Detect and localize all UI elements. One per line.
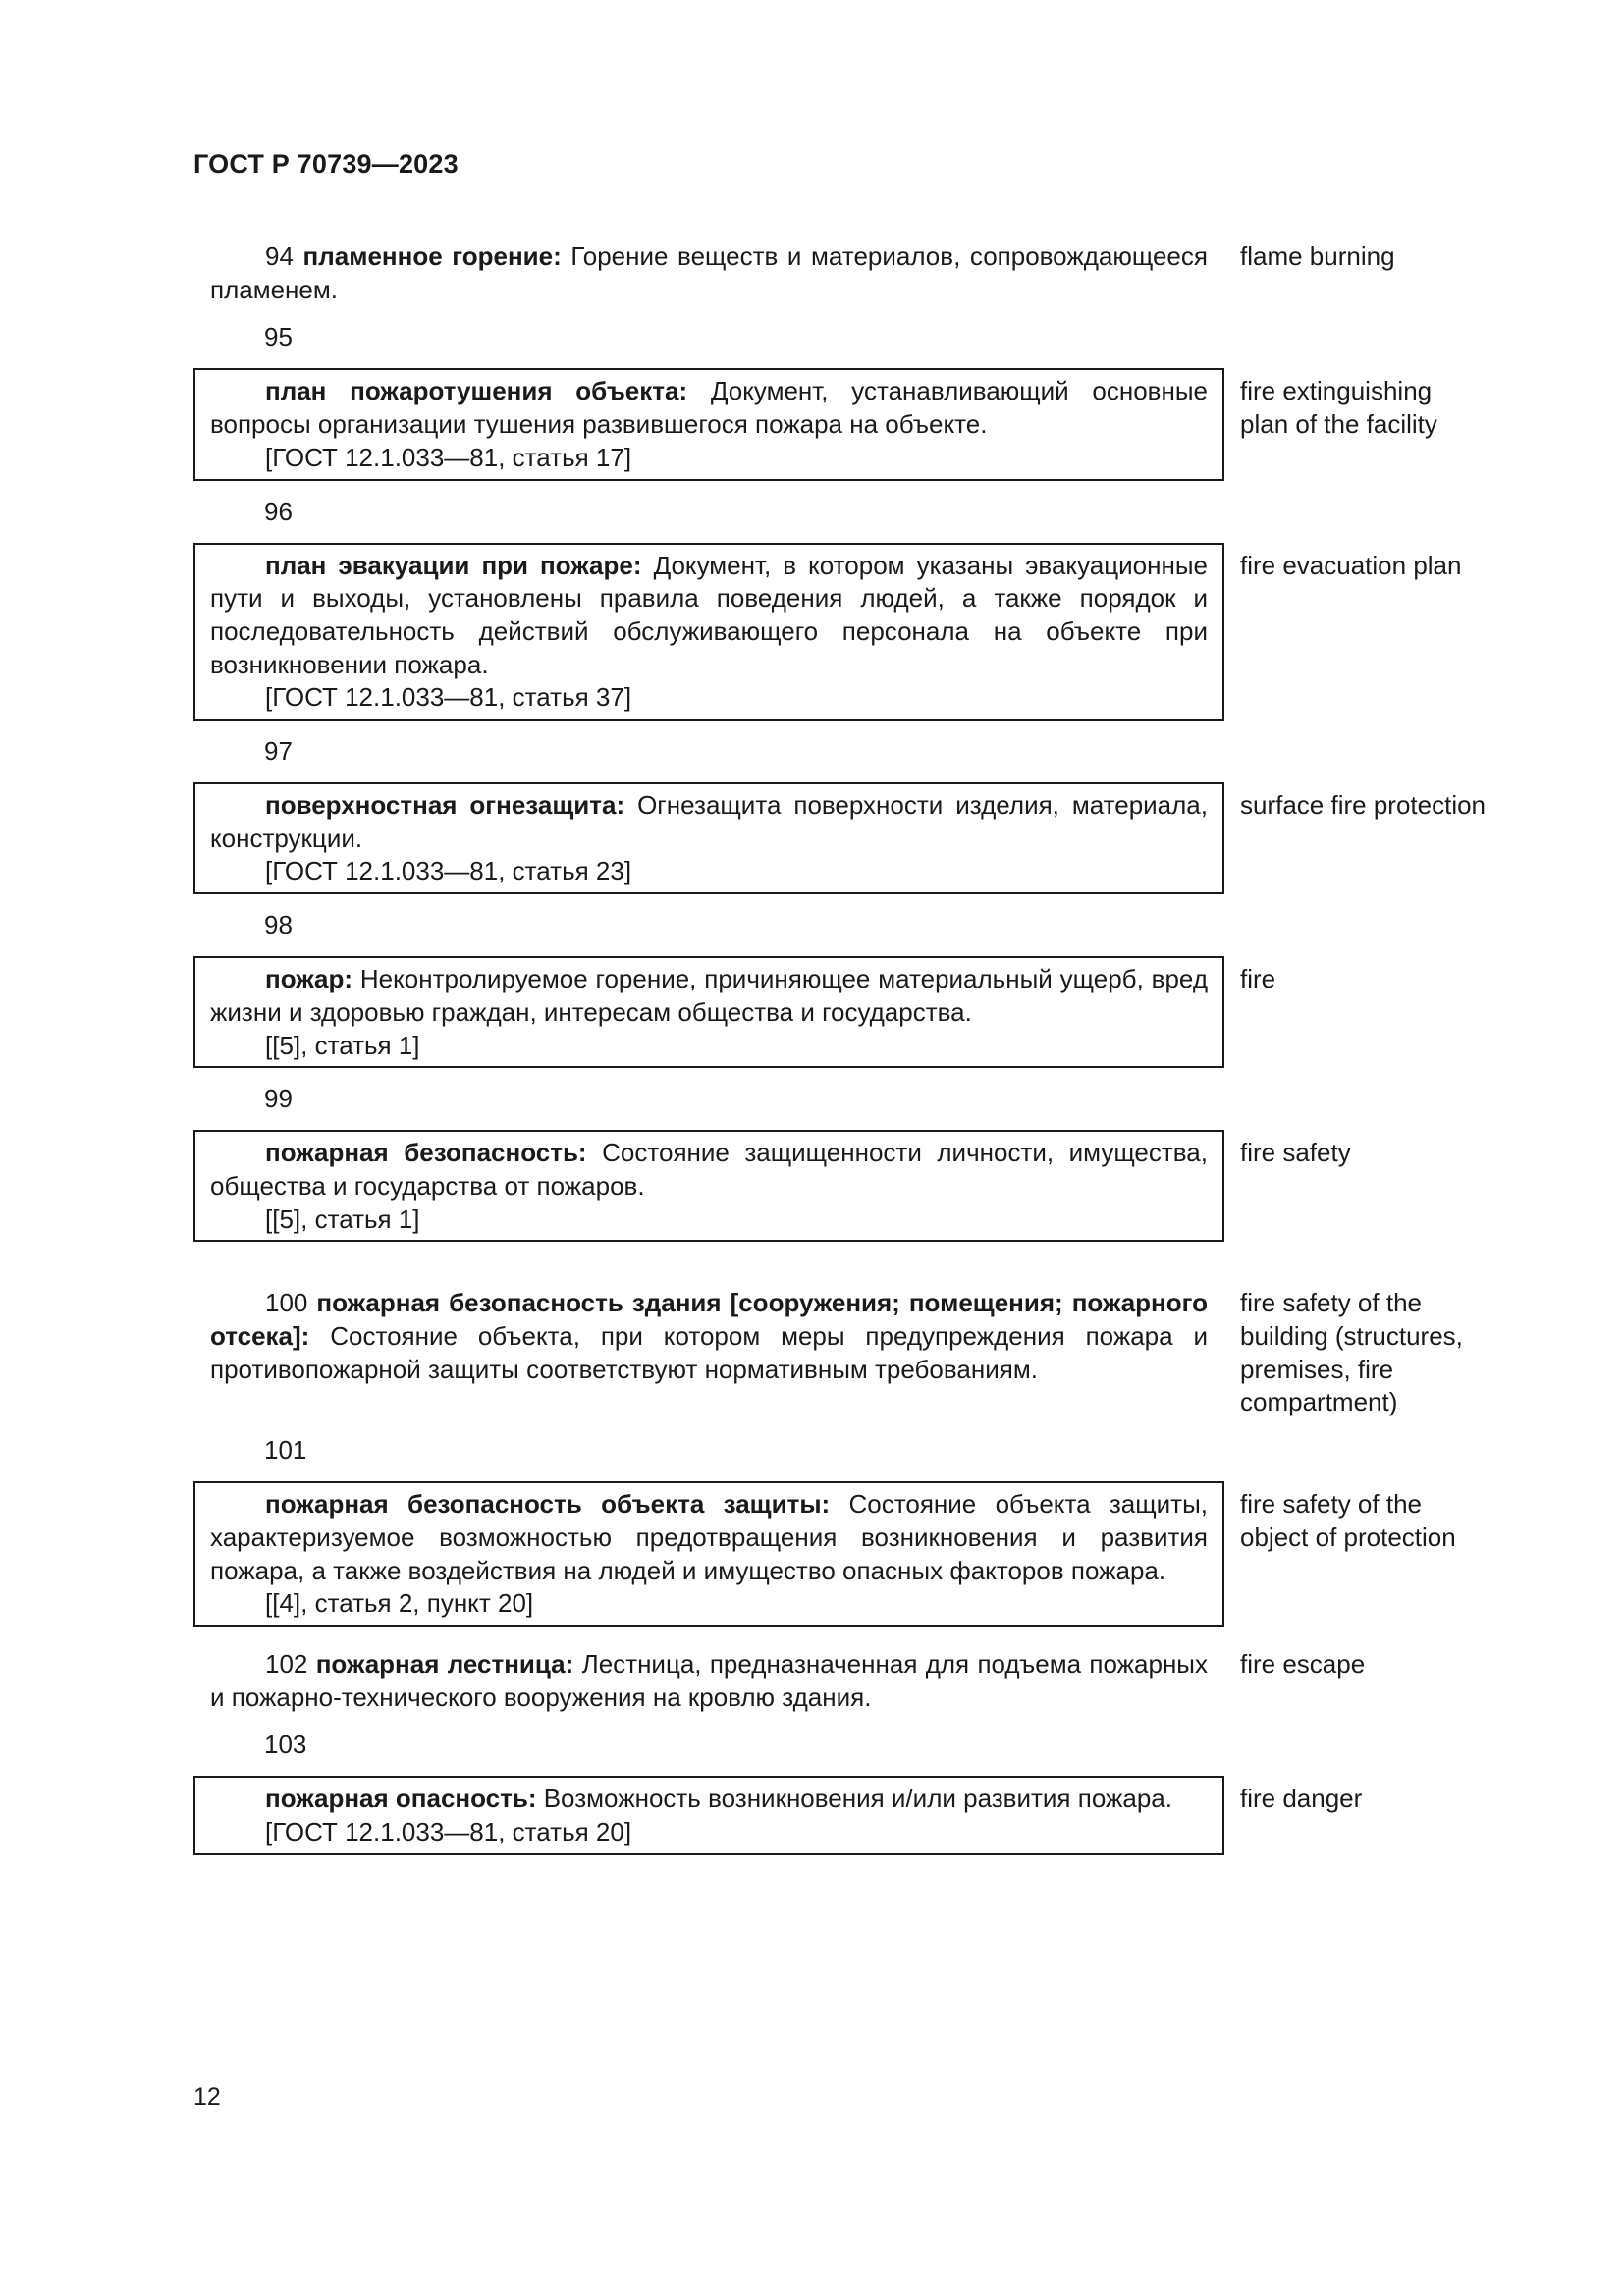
term-source: [ГОСТ 12.1.033—81, статья 17] bbox=[265, 442, 632, 472]
english-term: fire evacuation plan bbox=[1240, 550, 1462, 580]
term-definition: Возможность возникновения и/или развития пожара. bbox=[543, 1784, 1172, 1814]
term-name: пожарная лестница: bbox=[315, 1648, 574, 1679]
english-term: fire escape bbox=[1240, 1648, 1366, 1679]
term-entry-97 bbox=[193, 734, 1489, 894]
term-box bbox=[193, 1130, 1224, 1242]
term-definition: Неконтролируемое горение, причиняющее материальный ущерб, вред жизни и здоровью граждан, интересам общества и государства. bbox=[210, 964, 1208, 1027]
term-definition: Документ, в котором указаны эвакуационные пути и выходы, установлены правила поведения людей, а также порядок и последовательность действий обслуживающего персонала на объекте при возникновении пожара. bbox=[210, 550, 1208, 679]
term-entry-94 bbox=[193, 240, 1489, 306]
term-source: [[5], статья 1] bbox=[265, 1203, 420, 1234]
english-term: fire extinguishing plan of the facility bbox=[1240, 376, 1437, 440]
term-number: 98 bbox=[264, 910, 293, 940]
term-name: пожарная опасность: bbox=[265, 1784, 537, 1814]
term-entry-96 bbox=[193, 495, 1489, 721]
term-entry-103 bbox=[193, 1728, 1489, 1854]
term-name: пожарная безопасность: bbox=[265, 1138, 587, 1168]
term-name: поверхностная огнезащита: bbox=[265, 790, 625, 821]
term-entry-101 bbox=[193, 1433, 1489, 1627]
term-source: [[4], статья 2, пункт 20] bbox=[265, 1588, 534, 1619]
term-number: 97 bbox=[264, 736, 293, 767]
english-term: fire danger bbox=[1240, 1784, 1363, 1814]
term-entry-102 bbox=[193, 1648, 1489, 1714]
english-term: fire safety bbox=[1240, 1138, 1351, 1168]
term-name: план эвакуации при пожаре: bbox=[265, 550, 642, 580]
term-entry-95 bbox=[193, 320, 1489, 480]
term-source: [ГОСТ 12.1.033—81, статья 37] bbox=[265, 682, 632, 713]
term-text bbox=[193, 1648, 1224, 1714]
term-box bbox=[193, 543, 1224, 721]
term-box bbox=[193, 956, 1224, 1068]
english-term: surface fire protection bbox=[1240, 790, 1487, 821]
term-number: 100 bbox=[265, 1288, 308, 1318]
term-entry-98 bbox=[193, 908, 1489, 1068]
term-name: пожарная безопасность здания [сооружения; помещения; пожарного отсека]: bbox=[210, 1288, 1208, 1352]
english-term: fire safety of the building (structures, premises, fire compartment) bbox=[1240, 1288, 1463, 1417]
term-number: 95 bbox=[264, 322, 293, 352]
term-box bbox=[193, 1481, 1224, 1627]
term-number: 101 bbox=[264, 1435, 307, 1466]
english-term: fire bbox=[1240, 964, 1276, 994]
term-name: пожарная безопасность объекта защиты: bbox=[265, 1489, 831, 1520]
term-source: [ГОСТ 12.1.033—81, статья 20] bbox=[265, 1817, 632, 1847]
english-term: flame burning bbox=[1240, 241, 1395, 271]
term-entry-100 bbox=[193, 1287, 1489, 1419]
page-number: 12 bbox=[193, 2083, 221, 2110]
term-number: 96 bbox=[264, 496, 293, 526]
term-text bbox=[193, 1287, 1224, 1386]
term-definition: Документ, устанавливающий основные вопросы организации тушения развившегося пожара на объекте. bbox=[210, 376, 1208, 440]
term-entry-99 bbox=[193, 1082, 1489, 1242]
term-number: 102 bbox=[265, 1648, 308, 1679]
english-term: fire safety of the object of protection bbox=[1240, 1489, 1456, 1552]
term-number: 94 bbox=[265, 241, 294, 271]
term-number: 99 bbox=[264, 1084, 293, 1114]
term-definition: Лестница, предназначенная для подъема пожарных и пожарно-технического вооружения на кровлю здания. bbox=[210, 1648, 1208, 1712]
term-definition: Горение веществ и материалов, сопровождающееся пламенем. bbox=[210, 241, 1208, 304]
term-definition: Огнезащита поверхности изделия, материала, конструкции. bbox=[210, 790, 1208, 853]
document-code-header: ГОСТ Р 70739—2023 bbox=[193, 149, 459, 179]
term-box bbox=[193, 368, 1224, 480]
terms-list bbox=[193, 240, 1489, 1855]
term-name: план пожаротушения объекта: bbox=[265, 376, 688, 406]
term-source: [[5], статья 1] bbox=[265, 1030, 420, 1060]
term-name: пламенное горение: bbox=[302, 241, 562, 271]
term-name: пожар: bbox=[265, 964, 352, 994]
term-text bbox=[193, 240, 1224, 306]
term-definition: Состояние объекта, при котором меры предупреждения пожара и противопожарной защиты соответствуют нормативным требованиям. bbox=[210, 1321, 1208, 1384]
term-box bbox=[193, 782, 1224, 894]
term-definition: Состояние защищенности личности, имущества, общества и государства от пожаров. bbox=[210, 1138, 1208, 1201]
term-box bbox=[193, 1776, 1224, 1854]
term-source: [ГОСТ 12.1.033—81, статья 23] bbox=[265, 856, 632, 886]
term-number: 103 bbox=[264, 1730, 307, 1760]
term-definition: Состояние объекта защиты, характеризуемое возможностью предотвращения возникновения и развития пожара, а также воздействия на людей и имущество опасных факторов пожара. bbox=[210, 1489, 1208, 1585]
